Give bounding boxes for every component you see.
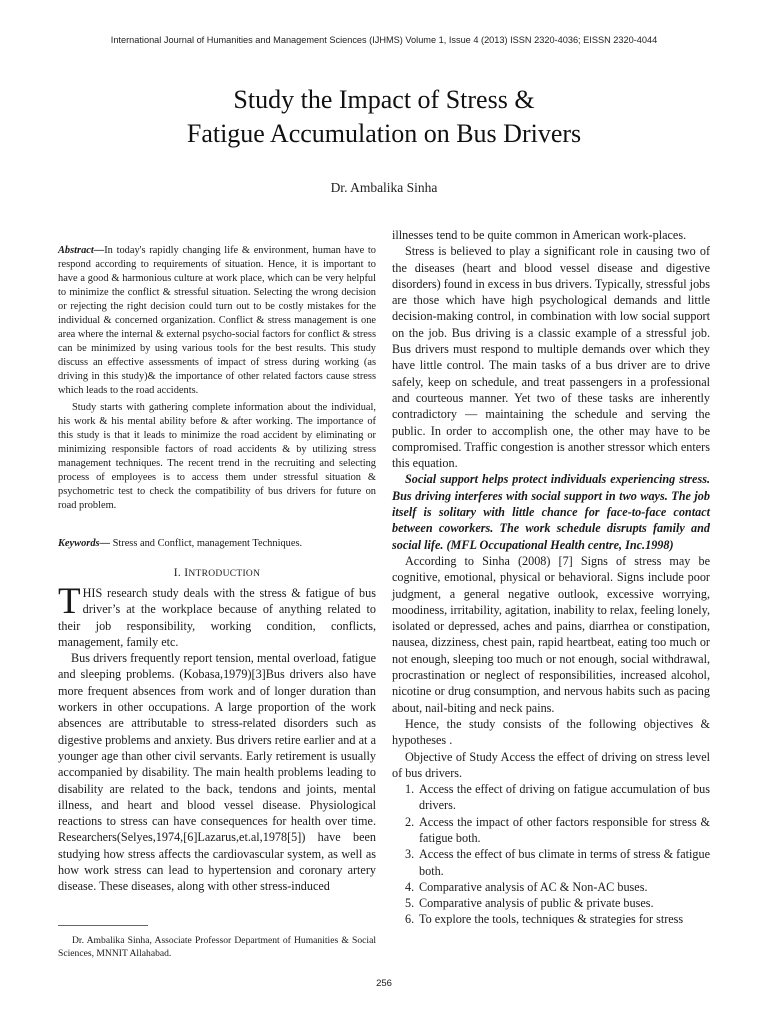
signs-of-stress-paragraph: According to Sinha (2008) [7] Signs of stress may be cognitive, emotional, physical or behavioral. Signs include poor judgment, a general negative outlook, excessive worrying, moodiness, irritability, agitation, inability to relax, feeling lonely, isolated or depressed, aches and pains, diarrhea or constipation, nausea, dizziness, chest pain, rapid heartbeat, eating too much or not enough, sleeping too much or not enough, social withdrawal, procrastination or neglect of responsibilities, increased alcohol, nicotine or drug consumption, and nervous habits such as pacing about, nail-biting and neck pains.	[392, 553, 710, 715]
introduction-body	[58, 581, 376, 895]
intro-paragraph-2: Bus drivers frequently report tension, mental overload, fatigue and sleeping problems. (Kobasa,1979)[3]Bus drivers also have more frequent absences from work and of longer duration than workers in other occupations. A large proportion of the work absences are attributable to stress-related disorders such as digestive problems and anxiety. Bus drivers retire earlier and at a younger age than other civil servants. Early retirement is usually accompanied by disability. The main health problems leading to disability are related to the back, tendons and joints, mental illness, and heart and blood vessel disease. Physiological reactions to stress can have consequences for health over time. Researchers(Selyes,1974,[6]Lazarus,et.al,1978[5]) have been studying how stress affects the cardiovascular system, as well as how work stress can lead to hypertension and coronary artery disease. These diseases, along with other stress-induced	[58, 651, 376, 894]
right-paragraph-2: Stress is believed to play a significant role in causing two of the diseases (heart and blood vessel disease and digestive disorders) found in excess in bus drivers. Typically, stressful jobs are those which have high psychological demands and little decision-making control, in combination with low social support on the job. Bus driving is a classic example of a stressful job. Bus drivers must respond to multiple demands over which they have little control. The main tasks of a bus driver are to drive safely, keep on schedule, and treat passengers in a professional and courteous manner. Yet two of these tasks are inherently contradictory — maintaining the schedule and serving the public. In order to accomplish one, the other may have to be compromised. Traffic congestion is another stressor which enters this equation.	[392, 244, 711, 471]
objective-text: Access the effect of driving on fatigue accumulation of bus drivers.	[419, 782, 710, 813]
social-support-paragraph: Social support helps protect individuals experiencing stress. Bus driving interferes with social support in two ways. The job itself is solitary with little chance for face-to-face contact between coworkers. The work schedule disrupts family and social life. (MFL Occupational Health centre, Inc.1998)	[392, 472, 710, 552]
objective-number: 6.	[405, 912, 415, 927]
objectives-list	[392, 781, 710, 928]
objective-text: Access the impact of other factors responsible for stress & fatigue both.	[419, 814, 710, 845]
objective-of-study-paragraph: Objective of Study Access the effect of driving on stress level of bus drivers.	[392, 749, 710, 780]
abstract-label: Abstract—	[58, 245, 105, 256]
objective-item	[392, 911, 710, 927]
abstract-paragraph-2: Study starts with gathering complete information about the individual, his work & his mental ability before & after working. The importance of this study is that it leads to minimize the road accident by eliminating or minimizing responsible factors of road accidents & by utilizing stress management techniques. The recent trend in the recruiting and selecting process of employees is to access them under stressful situation & psychometric test to check the compatibility of bus drivers for future on road problem.	[58, 402, 376, 511]
objectives-intro-paragraph: Hence, the study consists of the following objectives & hypotheses .	[392, 716, 710, 748]
title-line-1: Study the Impact of Stress &	[233, 85, 535, 114]
title-line-2: Fatigue Accumulation on Bus Drivers	[186, 119, 582, 148]
section-heading-rest: NTRODUCTION	[188, 569, 261, 579]
objective-number: 2.	[405, 814, 415, 829]
objective-number: 5.	[405, 896, 415, 911]
journal-header: International Journal of Humanities and Management Sciences (IJHMS) Volume 1, Issue 4 (2013) ISSN 2320-4036; EISSN 2320-4044	[110, 35, 658, 45]
intro-paragraph-1	[58, 581, 376, 650]
objective-item	[392, 879, 710, 895]
objective-text: Comparative analysis of AC & Non-AC buses.	[419, 879, 648, 894]
objective-text: Access the effect of bus climate in terms of stress & fatigue both.	[419, 847, 710, 878]
right-column	[392, 227, 710, 928]
section-heading-first: I. I	[173, 567, 189, 579]
objective-text: Comparative analysis of public & private buses.	[419, 896, 654, 911]
objective-item	[392, 895, 710, 911]
paper-title	[0, 83, 768, 151]
objective-item	[392, 781, 710, 814]
objective-number: 4.	[405, 879, 415, 894]
abstract-text-1: In today's rapidly changing life & environment, human have to respond according to requirements of situation. Hence, it is important to have a good & harmonious culture at work place, which can be very helpful to minimize the conflict & stressful situation. Selecting the wrong decision or rejecting the right decision could turn out to be costly mistakes for the individual & concerned organization. Conflict & stress management is one area where the internal & external psycho-social factors for conflict & stress can be minimized by using various tools for the best results. This study discuss an effective assessments of impact of stress during working (as driving in this study)& the importance of other related factors cause stress which leads to the road accidents.	[58, 245, 376, 396]
objective-text: To explore the tools, techniques & strategies for stress	[419, 912, 684, 927]
section-heading-introduction	[58, 567, 376, 579]
intro-paragraph-1-text: HIS research study deals with the stress & fatigue of bus driver’s at the workplace because of anything related to their job responsibility, working condition, conflicts, management, family etc.	[58, 586, 376, 649]
footnote-divider	[58, 925, 148, 926]
abstract	[58, 244, 376, 513]
objective-number: 3.	[405, 847, 415, 862]
drop-cap: T	[58, 581, 81, 622]
objective-number: 1.	[405, 782, 415, 797]
objective-item	[392, 846, 710, 879]
objective-item	[392, 814, 710, 847]
page-number: 256	[376, 978, 392, 989]
right-paragraph-1: illnesses tend to be quite common in American work-places.	[392, 228, 687, 242]
author-name: Dr. Ambalika Sinha	[330, 180, 438, 195]
keywords-text: Stress and Conflict, management Techniques.	[109, 538, 303, 549]
footnote-text: Dr. Ambalika Sinha, Associate Professor Department of Humanities & Social Sciences, MNNIT Allahabad.	[58, 935, 376, 959]
footnote	[58, 935, 376, 960]
keywords-label: Keywords—	[58, 538, 110, 549]
abstract-paragraph-1	[58, 244, 376, 398]
keywords	[58, 537, 376, 551]
